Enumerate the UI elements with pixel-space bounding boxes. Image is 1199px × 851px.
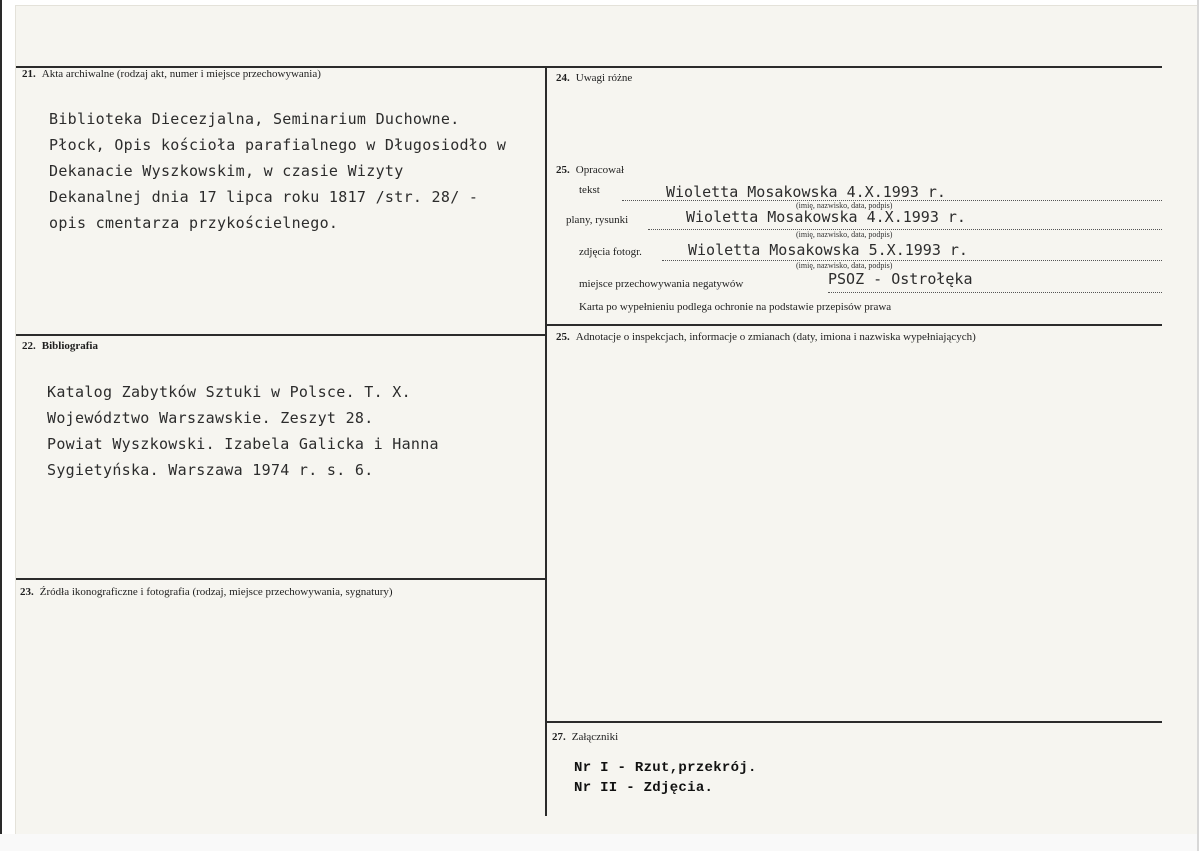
tekst-hint: (imię, nazwisko, data, podpis) [796,201,893,210]
section-22-line: Województwo Warszawskie. Zeszyt 28. [47,409,374,427]
rule-21-22 [16,334,546,336]
plany-value: Wioletta Mosakowska 4.X.1993 r. [686,208,966,226]
section-27-body [574,758,757,798]
tekst-value: Wioletta Mosakowska 4.X.1993 r. [666,183,946,201]
tekst-label: tekst [579,184,600,196]
section-22-line: Katalog Zabytków Sztuki w Polsce. T. X. [47,383,411,401]
negatywy-value: PSOZ - Ostrołęka [828,270,973,288]
section-22-title: Bibliografia [41,340,98,352]
section-21-number: 21. [22,68,36,80]
center-divider [545,66,547,816]
plany-hint: (imię, nazwisko, data, podpis) [796,230,893,239]
section-25a-number: 25. [556,164,570,176]
section-24-heading [556,72,632,84]
section-21-heading [22,68,321,80]
protection-note: Karta po wypełnieniu podlega ochronie na podstawie przepisów prawa [579,301,892,313]
section-21-line: opis cmentarza przykościelnego. [49,214,339,232]
section-23-number: 23. [20,586,34,598]
record-card [16,6,1198,834]
section-21-body [49,106,506,236]
negatywy-dotted-line [828,292,1162,293]
section-24-title: Uwagi różne [575,72,633,84]
zdjecia-label: zdjęcia fotogr. [579,246,642,258]
section-23-heading [20,586,393,598]
negatywy-label: miejsce przechowywania negatywów [579,278,744,290]
section-22-body [47,379,439,483]
section-27-title: Załączniki [571,731,619,743]
section-21-title: Akta archiwalne (rodzaj akt, numer i miejsce przechowywania) [41,68,321,80]
rule-22-23 [16,578,546,580]
zdjecia-dotted-line [662,260,1162,261]
scan-left-edge [0,0,2,851]
section-27-heading [552,731,618,743]
section-25a-heading [556,164,624,176]
attachment-line: Nr II - Zdjęcia. [574,780,714,796]
rule-25a-25b [546,324,1162,326]
section-23-title: Źródła ikonograficzne i fotografia (rodzaj, miejsce przechowywania, sygnatury) [39,586,393,598]
section-21-line: Biblioteka Diecezjalna, Seminarium Duchowne. [49,110,460,128]
section-25b-number: 25. [556,331,570,343]
section-25b-heading [556,331,976,343]
scan-bottom-strip [0,834,1199,851]
section-25b-title: Adnotacje o inspekcjach, informacje o zmianach (daty, imiona i nazwiska wypełniających) [575,331,976,343]
plany-dotted-line [648,229,1162,230]
section-25a-title: Opracował [575,164,625,176]
section-22-line: Sygietyńska. Warszawa 1974 r. s. 6. [47,461,374,479]
zdjecia-hint: (imię, nazwisko, data, podpis) [796,261,893,270]
attachment-line: Nr I - Rzut,przekrój. [574,760,757,776]
section-21-line: Płock, Opis kościoła parafialnego w Długosiodło w [49,136,507,154]
section-22-heading [22,340,98,352]
section-22-number: 22. [22,340,36,352]
plany-label: plany, rysunki [566,214,629,226]
rule-25b-27 [546,721,1162,723]
section-21-line: Dekanacie Wyszkowskim, w czasie Wizyty [49,162,404,180]
section-27-number: 27. [552,731,566,743]
section-24-number: 24. [556,72,570,84]
section-22-line: Powiat Wyszkowski. Izabela Galicka i Hanna [47,435,439,453]
zdjecia-value: Wioletta Mosakowska 5.X.1993 r. [688,241,968,259]
section-21-line: Dekanalnej dnia 17 lipca roku 1817 /str. 28/ - [49,188,479,206]
